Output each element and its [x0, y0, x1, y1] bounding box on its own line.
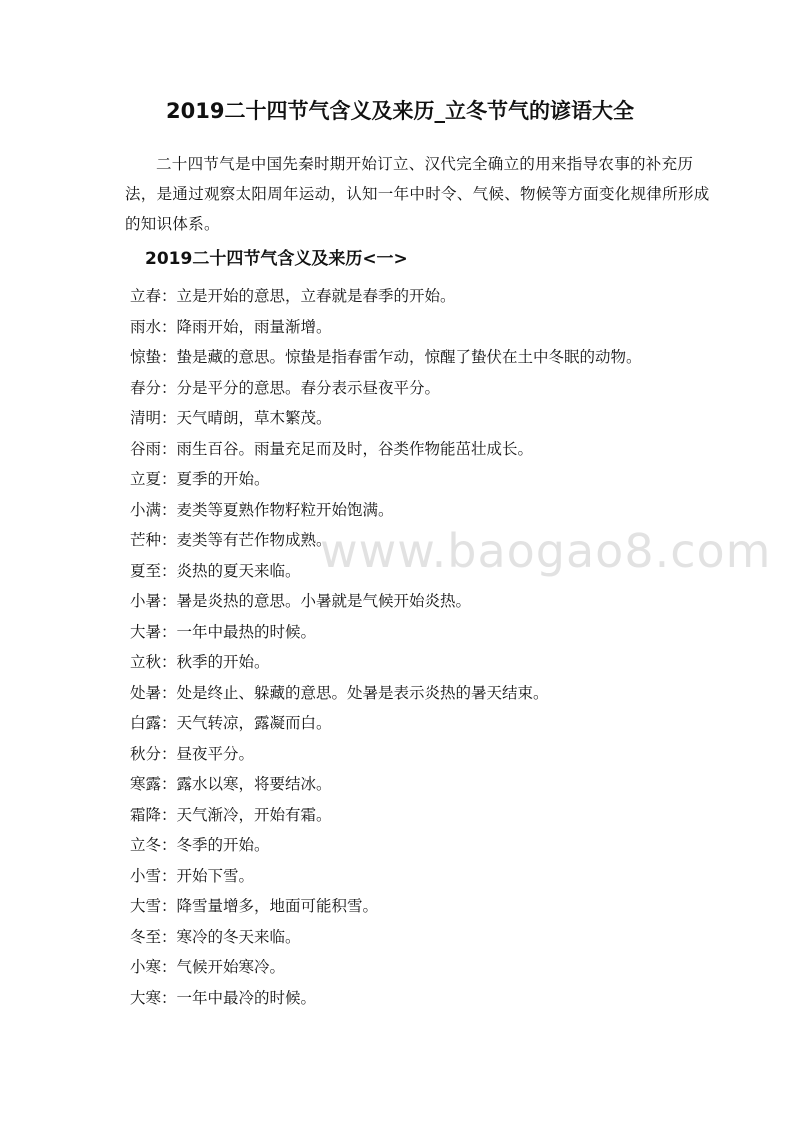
term-name: 秋分 — [130, 744, 162, 763]
term-description: 一年中最热的时候。 — [176, 622, 317, 641]
solar-term-item — [130, 830, 730, 861]
solar-term-item — [130, 464, 730, 495]
term-description: 露水以寒，将要结冰。 — [176, 775, 332, 793]
term-description: 夏季的开始。 — [176, 470, 270, 488]
page-title: 2019二十四节气含义及来历_立冬节气的谚语大全 — [166, 99, 634, 123]
term-description: 处是终止、躲藏的意思。处暑是表示炎热的暑天结束。 — [176, 683, 549, 702]
term-separator: ： — [161, 683, 177, 702]
term-description: 天气转凉，露凝而白。 — [176, 714, 332, 732]
term-description: 降雪量增多，地面可能积雪。 — [176, 897, 379, 915]
solar-term-item — [130, 373, 730, 404]
term-description: 昼夜平分。 — [176, 744, 255, 763]
solar-term-item — [130, 647, 730, 678]
solar-term-item — [130, 739, 730, 770]
term-separator: ： — [161, 836, 177, 854]
term-name: 小暑 — [130, 592, 162, 610]
solar-term-item — [130, 342, 730, 373]
term-separator: ： — [161, 439, 177, 458]
term-name: 大寒 — [130, 988, 162, 1007]
solar-term-item — [130, 861, 730, 892]
watermark: www.baogao8.com — [320, 524, 772, 578]
solar-term-item — [130, 586, 730, 617]
term-separator: ： — [161, 897, 177, 915]
term-separator: ： — [161, 653, 177, 671]
solar-term-item — [130, 983, 730, 1014]
term-separator: ： — [161, 531, 177, 549]
term-name: 立冬 — [130, 836, 162, 854]
term-name: 小雪 — [130, 866, 162, 885]
term-description: 麦类等有芒作物成熟。 — [176, 531, 332, 549]
term-separator: ： — [161, 409, 177, 427]
intro-paragraph: 二十四节气是中国先秦时期开始订立、汉代完全确立的用来指导农事的补充历法，是通过观察太阳周年运动，认知一年中时令、气候、物候等方面变化规律所形成的知识体系。 — [125, 155, 710, 233]
term-separator: ： — [161, 988, 177, 1007]
term-name: 谷雨 — [130, 439, 162, 458]
term-separator: ： — [161, 622, 177, 641]
term-separator: ： — [161, 500, 177, 519]
solar-term-item — [130, 617, 730, 648]
solar-term-item — [130, 708, 730, 739]
term-name: 处暑 — [130, 683, 162, 702]
term-description: 寒冷的冬天来临。 — [176, 927, 301, 946]
term-separator: ： — [161, 470, 177, 488]
solar-term-item — [130, 281, 730, 312]
term-separator: ： — [161, 378, 177, 397]
term-name: 芒种 — [130, 531, 162, 549]
term-description: 一年中最冷的时候。 — [176, 988, 317, 1007]
term-name: 霜降 — [130, 805, 162, 824]
term-description: 秋季的开始。 — [176, 653, 270, 671]
term-description: 立是开始的意思，立春就是春季的开始。 — [176, 287, 456, 305]
term-name: 立秋 — [130, 653, 162, 671]
solar-term-item — [130, 769, 730, 800]
solar-term-item — [130, 434, 730, 465]
solar-term-item — [130, 403, 730, 434]
solar-term-item — [130, 525, 730, 556]
term-description: 蛰是藏的意思。惊蛰是指春雷乍动，惊醒了蛰伏在土中冬眠的动物。 — [176, 348, 642, 366]
term-separator: ： — [161, 775, 177, 793]
term-description: 天气渐冷，开始有霜。 — [176, 805, 332, 824]
solar-term-item — [130, 495, 730, 526]
term-name: 白露 — [130, 714, 162, 732]
term-name: 冬至 — [130, 927, 162, 946]
section-subtitle: 2019二十四节气含义及来历<一> — [145, 249, 408, 269]
term-description: 开始下雪。 — [176, 866, 255, 885]
solar-term-item — [130, 952, 730, 983]
term-description: 气候开始寒冷。 — [176, 958, 286, 976]
solar-term-item — [130, 556, 730, 587]
term-separator: ： — [161, 714, 177, 732]
term-separator: ： — [161, 958, 177, 976]
solar-term-item — [130, 891, 730, 922]
term-separator: ： — [161, 561, 177, 580]
term-name: 小满 — [130, 500, 162, 519]
term-name: 雨水 — [130, 317, 162, 336]
solar-term-item — [130, 312, 730, 343]
solar-term-item — [130, 800, 730, 831]
term-name: 立春 — [130, 287, 162, 305]
term-separator: ： — [161, 317, 177, 336]
term-separator: ： — [161, 805, 177, 824]
term-separator: ： — [161, 592, 177, 610]
solar-terms-list — [130, 281, 730, 1013]
term-description: 分是平分的意思。春分表示昼夜平分。 — [176, 378, 441, 397]
term-separator: ： — [161, 744, 177, 763]
term-description: 冬季的开始。 — [176, 836, 270, 854]
term-name: 大暑 — [130, 622, 162, 641]
solar-term-item — [130, 922, 730, 953]
term-name: 大雪 — [130, 897, 162, 915]
term-name: 春分 — [130, 378, 162, 397]
term-separator: ： — [161, 348, 177, 366]
term-description: 暑是炎热的意思。小暑就是气候开始炎热。 — [176, 592, 472, 610]
term-separator: ： — [161, 866, 177, 885]
term-description: 降雨开始，雨量渐增。 — [176, 317, 332, 336]
term-name: 立夏 — [130, 470, 162, 488]
term-name: 寒露 — [130, 775, 162, 793]
term-name: 惊蛰 — [130, 348, 162, 366]
term-description: 雨生百谷。雨量充足而及时，谷类作物能茁壮成长。 — [176, 439, 534, 458]
term-name: 夏至 — [130, 561, 162, 580]
term-name: 小寒 — [130, 958, 162, 976]
term-description: 炎热的夏天来临。 — [176, 561, 301, 580]
term-separator: ： — [161, 927, 177, 946]
term-separator: ： — [161, 287, 177, 305]
term-name: 清明 — [130, 409, 162, 427]
solar-term-item — [130, 678, 730, 709]
term-description: 天气晴朗，草木繁茂。 — [176, 409, 332, 427]
term-description: 麦类等夏熟作物籽粒开始饱满。 — [176, 500, 394, 519]
